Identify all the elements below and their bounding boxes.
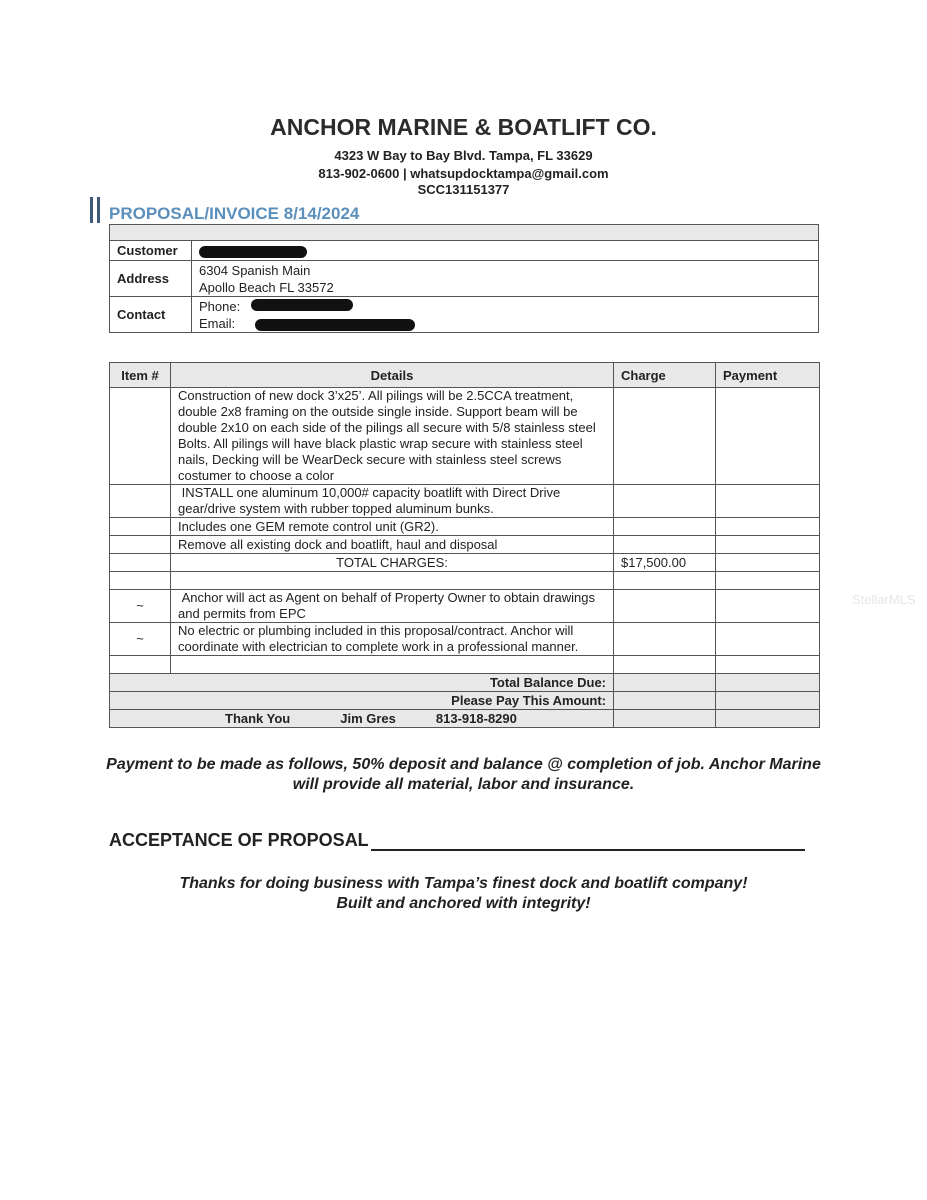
rep-name: Jim Gres bbox=[340, 710, 396, 726]
total-charges-label: TOTAL CHARGES: bbox=[171, 554, 614, 572]
column-header-payment: Payment bbox=[716, 363, 820, 388]
note-row bbox=[110, 590, 820, 623]
thank-you-text: Thank You bbox=[225, 710, 291, 726]
redaction-name bbox=[199, 246, 307, 258]
empty-cell bbox=[614, 590, 716, 623]
customer-label: Customer bbox=[110, 241, 192, 261]
redaction-email bbox=[255, 319, 415, 331]
total-charges-value: $17,500.00 bbox=[614, 554, 716, 572]
rep-phone: 813-918-8290 bbox=[435, 710, 517, 726]
empty-cell bbox=[614, 572, 716, 590]
acceptance-label: ACCEPTANCE OF PROPOSAL bbox=[109, 830, 369, 850]
column-header-charge: Charge bbox=[614, 363, 716, 388]
item-number bbox=[110, 518, 171, 536]
empty-cell bbox=[716, 674, 820, 692]
item-details: Includes one GEM remote control unit (GR2). bbox=[171, 518, 614, 536]
item-number bbox=[110, 485, 171, 518]
empty-cell bbox=[716, 692, 820, 710]
note-details: No electric or plumbing included in this proposal/contract. Anchor will coordinate with electrician to complete work in a professional manner. bbox=[171, 623, 614, 656]
empty-cell bbox=[716, 590, 820, 623]
total-balance-label: Total Balance Due: bbox=[110, 674, 614, 692]
signoff-cell bbox=[110, 710, 614, 728]
company-license: SCC131151377 bbox=[417, 182, 510, 197]
company-name: ANCHOR MARINE & BOATLIFT CO. bbox=[270, 114, 657, 140]
empty-cell bbox=[614, 692, 716, 710]
address-line-2: Apollo Beach FL 33572 bbox=[199, 279, 334, 295]
redaction-phone bbox=[251, 299, 353, 311]
item-details: INSTALL one aluminum 10,000# capacity boatlift with Direct Drive gear/drive system with rubber topped aluminum bunks. bbox=[171, 485, 614, 518]
empty-cell bbox=[716, 554, 820, 572]
note-details: Anchor will act as Agent on behalf of Property Owner to obtain drawings and permits from EPC bbox=[171, 590, 614, 623]
item-payment bbox=[716, 536, 820, 554]
phone-label: Phone: bbox=[199, 298, 241, 314]
empty-cell bbox=[716, 572, 820, 590]
please-pay-label: Please Pay This Amount: bbox=[110, 692, 614, 710]
empty-cell bbox=[716, 710, 820, 728]
note-marker: ~ bbox=[110, 623, 171, 656]
empty-cell bbox=[614, 623, 716, 656]
thanks-line-2: Built and anchored with integrity! bbox=[336, 895, 591, 912]
customer-address bbox=[192, 261, 819, 297]
signoff-row bbox=[110, 710, 820, 728]
title-bar-decoration bbox=[90, 197, 102, 223]
item-number bbox=[110, 536, 171, 554]
payment-terms: Payment to be made as follows, 50% deposit and balance @ completion of job. Anchor Marine will provide all material, labor and insurance. bbox=[106, 756, 821, 793]
column-header-item: Item # bbox=[110, 363, 171, 388]
empty-cell bbox=[614, 710, 716, 728]
table-row bbox=[110, 536, 820, 554]
item-details: Construction of new dock 3’x25’. All pilings will be 2.5CCA treatment, double 2x8 framing on the outside single inside. Support beam will be double 2x10 on each side of the pilings all secure with 5/8 stainless steel Bolts. All pilings will have black plastic wrap secure with stainless steel nails, Decking will be WearDeck secure with stainless steel screws costumer to choose a color bbox=[171, 388, 614, 485]
table-row bbox=[110, 485, 820, 518]
thanks-line-1: Thanks for doing business with Tampa’s finest dock and boatlift company! bbox=[179, 875, 748, 892]
column-header-details: Details bbox=[171, 363, 614, 388]
item-payment bbox=[716, 518, 820, 536]
email-label: Email: bbox=[199, 315, 236, 331]
note-row bbox=[110, 623, 820, 656]
empty-cell bbox=[716, 623, 820, 656]
item-payment bbox=[716, 485, 820, 518]
acceptance-signature-line bbox=[371, 849, 805, 851]
thanks-message bbox=[100, 874, 827, 914]
contact-label: Contact bbox=[110, 297, 192, 333]
empty-cell bbox=[110, 554, 171, 572]
table-row bbox=[110, 518, 820, 536]
item-charge bbox=[614, 536, 716, 554]
address-line-1: 6304 Spanish Main bbox=[199, 262, 311, 278]
spacer-row bbox=[110, 572, 820, 590]
customer-table-header bbox=[110, 225, 819, 241]
empty-cell bbox=[110, 572, 171, 590]
item-details: Remove all existing dock and boatlift, haul and disposal bbox=[171, 536, 614, 554]
total-charges-row bbox=[110, 554, 820, 572]
spacer-row bbox=[110, 656, 820, 674]
customer-table bbox=[109, 224, 819, 333]
please-pay-row bbox=[110, 692, 820, 710]
item-payment bbox=[716, 388, 820, 485]
company-contact: 813-902-0600 | whatsupdocktampa@gmail.com bbox=[318, 166, 609, 181]
empty-cell bbox=[716, 656, 820, 674]
address-label: Address bbox=[110, 261, 192, 297]
empty-cell bbox=[110, 656, 171, 674]
empty-cell bbox=[171, 656, 614, 674]
item-charge bbox=[614, 388, 716, 485]
note-marker: ~ bbox=[110, 590, 171, 623]
item-charge bbox=[614, 485, 716, 518]
balance-row bbox=[110, 674, 820, 692]
line-items-table bbox=[109, 362, 820, 728]
table-row bbox=[110, 388, 820, 485]
document-title: PROPOSAL/INVOICE 8/14/2024 bbox=[109, 204, 360, 223]
empty-cell bbox=[614, 656, 716, 674]
empty-cell bbox=[171, 572, 614, 590]
empty-cell bbox=[614, 674, 716, 692]
watermark: StellarMLS bbox=[852, 592, 916, 607]
company-address: 4323 W Bay to Bay Blvd. Tampa, FL 33629 bbox=[334, 148, 593, 163]
item-number bbox=[110, 388, 171, 485]
item-charge bbox=[614, 518, 716, 536]
